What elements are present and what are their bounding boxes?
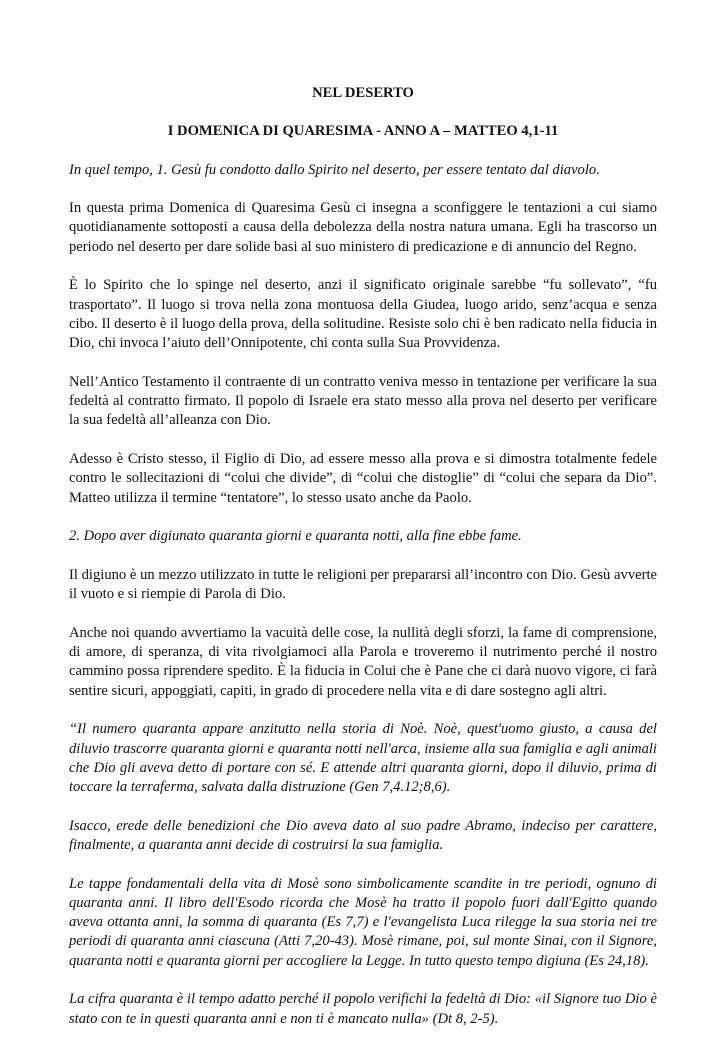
gospel-verse-1: In quel tempo, 1. Gesù fu condotto dallo Spirito nel deserto, per essere tentato dal diavolo.	[69, 161, 600, 178]
paragraph-emptiness: Anche noi quando avvertiamo la vacuità delle cose, la nullità degli sforzi, la fame di comprensione, di amore, di speranza, di vita rivolgiamoci alla Parola e troveremo il nutrimento perché il nostro cammino possa riprendere spedito. È la fiducia in Colui che è Pane che ci darà nuovo vigore, ci farà sentire sicuri, appoggiati, capiti, in grado di procedere nella vita e di dare sostegno agli altri.	[69, 624, 657, 699]
paragraph-forty: La cifra quaranta è il tempo adatto perché il popolo verifichi la fedeltà di Dio: «il Signore tuo Dio è stato con te in questi quaranta anni e non ti è mancato nulla» (Dt 8, 2-5).	[69, 991, 657, 1027]
document-subtitle: I DOMENICA DI QUARESIMA - ANNO A – MATTEO 4,1-11	[167, 123, 559, 140]
paragraph-old-testament: Nell’Antico Testamento il contraente di un contratto veniva messo in tentazione per verificare la sua fedeltà al contratto firmato. Il popolo di Israele era stato messo alla prova nel deserto per verificare la sua fedeltà all’alleanza con Dio.	[69, 373, 657, 429]
gospel-verse-2: 2. Dopo aver digiunato quaranta giorni e quaranta notti, alla fine ebbe fame.	[69, 528, 522, 545]
document-title: NEL DESERTO	[312, 85, 414, 101]
paragraph-fasting: Il digiuno è un mezzo utilizzato in tutte le religioni per prepararsi all’incontro con Dio. Gesù avverte il vuoto e si riempie di Parola di Dio.	[69, 566, 657, 603]
paragraph-moses: Le tappe fondamentali della vita di Mosè sono simbolicamente scandite in tre periodi, ognuno di quaranta anni. Il libro dell'Esodo ricorda che Mosè ha tratto il popolo fuori dall'Egitto quando aveva ottanta anni, la somma di quaranta (Es 7,7) e l'evangelista Luca rilegge la sua storia nei tre periodi di quaranta anni ciascuna (Atti 7,20-43). Mosè rimane, poi, sul monte Sinai, con il Signore, quaranta notti e quaranta giorni per accogliere la Legge. In tutto questo tempo digiuna (Es 24,18).	[69, 875, 657, 969]
paragraph-intro: In questa prima Domenica di Quaresima Gesù ci insegna a sconfiggere le tentazioni a cui siamo quotidianamente sottoposti a causa della debolezza della nostra natura umana. Egli ha trascorso un periodo nel deserto per dare solide basi al suo ministero di predicazione e di annuncio del Regno.	[69, 200, 657, 255]
paragraph-christ-tested: Adesso è Cristo stesso, il Figlio di Dio, ad essere messo alla prova e si dimostra totalmente fedele contro le sollecitazioni di “colui che divide”, di “colui che distoglie” di “colui che separa da Dio”. Matteo utilizza il termine “tentatore”, lo stesso usato anche da Paolo.	[69, 451, 657, 506]
paragraph-isaac: Isacco, erede delle benedizioni che Dio aveva dato al suo padre Abramo, indeciso per carattere, finalmente, a quaranta anni decide di costruirsi la sua famiglia.	[69, 817, 657, 853]
paragraph-noah: “Il numero quaranta appare anzitutto nella storia di Noè. Noè, quest'uomo giusto, a causa del diluvio trascorre quaranta giorni e quaranta notti nell'arca, insieme alla sua famiglia e agli animali che Dio gli aveva detto di portare con sé. E attende altri quaranta giorni, dopo il diluvio, prima di toccare la terraferma, salvata dalla distruzione (Gen 7,4.12;8,6).	[69, 721, 657, 796]
document-page	[69, 84, 657, 1048]
paragraph-spirit: È lo Spirito che lo spinge nel deserto, anzi il significato originale sarebbe “fu sollevato”, “fu trasportato”. Il luogo si trova nella zona montuosa della Giudea, luogo arido, senz’acqua e senza cibo. Il deserto è il luogo della prova, della solitudine. Resiste solo chi è ben radicato nella fiducia in Dio, chi invoca l’aiuto dell’Onnipotente, chi conta sulla Sua Provvidenza.	[69, 277, 657, 352]
